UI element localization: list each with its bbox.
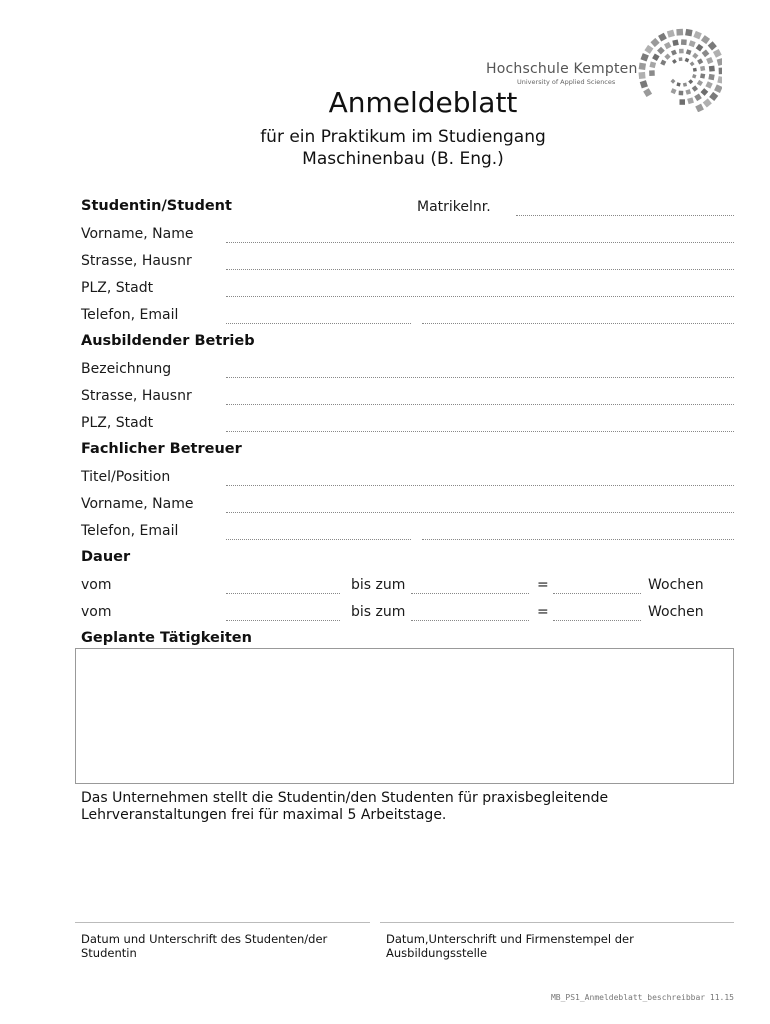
company-street-label: Strasse, Hausnr <box>81 388 192 404</box>
logo-square <box>672 59 677 64</box>
supervisor-title-field[interactable] <box>226 485 734 486</box>
institution-name: Hochschule Kempten <box>486 61 638 77</box>
logo-square <box>693 68 697 72</box>
student-phone-field[interactable] <box>226 323 411 324</box>
logo-square <box>676 29 683 36</box>
duration-1-from-label: vom <box>81 577 112 593</box>
duration-2-equals: = <box>537 604 549 620</box>
logo-square <box>686 49 692 55</box>
student-signature-caption <box>81 932 327 960</box>
supervisor-email-field[interactable] <box>422 539 734 540</box>
logo-square <box>700 66 705 71</box>
duration-2-to-field[interactable] <box>411 620 529 621</box>
logo-square <box>688 79 693 84</box>
company-name-label: Bezeichnung <box>81 361 172 377</box>
logo-square <box>639 63 646 70</box>
logo-square <box>649 70 655 76</box>
student-contact-label: Telefon, Email <box>81 307 179 323</box>
logo-square <box>696 44 704 52</box>
activities-textarea[interactable] <box>75 648 734 784</box>
student-name-field[interactable] <box>226 242 734 243</box>
logo-square <box>652 53 660 61</box>
supervisor-name-field[interactable] <box>226 512 734 513</box>
release-note-line-1: Das Unternehmen stellt die Studentin/den Studenten für praxisbegleitende <box>81 790 609 806</box>
company-signature-caption-line-2: Ausbildungsstelle <box>386 946 488 960</box>
logo-square <box>664 42 671 49</box>
student-city-label: PLZ, Stadt <box>81 280 154 296</box>
duration-2-weeks-label: Wochen <box>648 604 704 620</box>
duration-1-to-field[interactable] <box>411 593 529 594</box>
subtitle-line-1: für ein Praktikum im Studiengang <box>260 127 546 147</box>
logo-square <box>709 66 715 72</box>
company-signature-caption <box>386 932 634 960</box>
duration-1-weeks-label: Wochen <box>648 577 704 593</box>
release-note-line-2: Lehrveranstaltungen frei für maximal 5 Arbeitstage. <box>81 807 447 823</box>
logo-square <box>719 67 722 74</box>
activities-heading: Geplante Tätigkeiten <box>81 630 252 646</box>
logo-square <box>679 57 683 61</box>
page-subtitle <box>0 126 770 170</box>
release-note <box>81 790 608 824</box>
student-name-label: Vorname, Name <box>81 226 194 242</box>
logo-square <box>657 47 665 55</box>
logo-square <box>692 74 696 78</box>
logo-square <box>639 72 646 79</box>
supervisor-title-label: Titel/Position <box>81 469 171 485</box>
company-signature-caption-line-1: Datum,Unterschrift und Firmenstempel der <box>386 932 634 946</box>
logo-square <box>708 74 714 80</box>
logo-square <box>717 76 722 84</box>
student-signature-caption-line-2: Studentin <box>81 946 137 960</box>
student-signature-caption-line-1: Datum und Unterschrift des Studenten/der <box>81 932 328 946</box>
duration-1-weeks-field[interactable] <box>553 593 641 594</box>
logo-square <box>697 58 703 64</box>
logo-square <box>685 58 690 63</box>
student-street-label: Strasse, Hausnr <box>81 253 192 269</box>
company-city-field[interactable] <box>226 431 734 432</box>
logo-square <box>700 73 705 78</box>
duration-2-to-label: bis zum <box>351 604 406 620</box>
duration-2-from-label: vom <box>81 604 112 620</box>
logo-square <box>644 45 653 54</box>
logo-square <box>660 60 666 66</box>
company-name-field[interactable] <box>226 377 734 378</box>
student-heading: Studentin/Student <box>81 198 232 214</box>
logo-square <box>640 53 648 61</box>
supervisor-contact-label: Telefon, Email <box>81 523 179 539</box>
logo-square <box>708 41 717 50</box>
logo-square <box>679 49 684 54</box>
logo-square <box>649 62 656 69</box>
logo-square <box>650 38 659 47</box>
logo-square <box>702 49 710 57</box>
logo-square <box>689 40 696 47</box>
supervisor-phone-field[interactable] <box>226 539 411 540</box>
supervisor-heading: Fachlicher Betreuer <box>81 441 242 457</box>
page-title: Anmeldeblatt <box>328 86 518 119</box>
logo-square <box>701 35 710 44</box>
duration-1-from-field[interactable] <box>226 593 340 594</box>
company-heading: Ausbildender Betrieb <box>81 333 255 349</box>
matrikel-label: Matrikelnr. <box>417 199 491 215</box>
student-street-field[interactable] <box>226 269 734 270</box>
logo-square <box>681 39 687 45</box>
logo-square <box>685 29 693 37</box>
logo-square <box>664 54 670 60</box>
logo-square <box>706 57 713 64</box>
duration-heading: Dauer <box>81 549 131 565</box>
duration-2-from-field[interactable] <box>226 620 340 621</box>
company-city-label: PLZ, Stadt <box>81 415 154 431</box>
logo-square <box>658 33 667 42</box>
document-id: MB_PS1_Anmeldeblatt_beschreibbar 11.15 <box>550 993 734 1002</box>
supervisor-name-label: Vorname, Name <box>81 496 194 512</box>
logo-square <box>667 30 675 38</box>
logo-square <box>672 39 679 46</box>
logo-square <box>693 31 702 40</box>
matrikel-field[interactable] <box>516 215 734 216</box>
subtitle-line-2: Maschinenbau (B. Eng.) <box>302 149 504 169</box>
logo-square <box>717 58 722 66</box>
institution-subtitle: University of Applied Sciences <box>517 78 616 86</box>
student-signature-field[interactable] <box>75 922 370 923</box>
logo-square <box>692 53 698 59</box>
duration-1-equals: = <box>537 577 549 593</box>
student-email-field[interactable] <box>422 323 734 324</box>
logo-square <box>713 49 722 58</box>
duration-1-to-label: bis zum <box>351 577 406 593</box>
company-street-field[interactable] <box>226 404 734 405</box>
company-signature-field[interactable] <box>380 922 734 923</box>
logo-square <box>671 50 677 56</box>
logo-square <box>671 79 676 84</box>
duration-2-weeks-field[interactable] <box>553 620 641 621</box>
student-city-field[interactable] <box>226 296 734 297</box>
logo-square <box>690 61 695 66</box>
